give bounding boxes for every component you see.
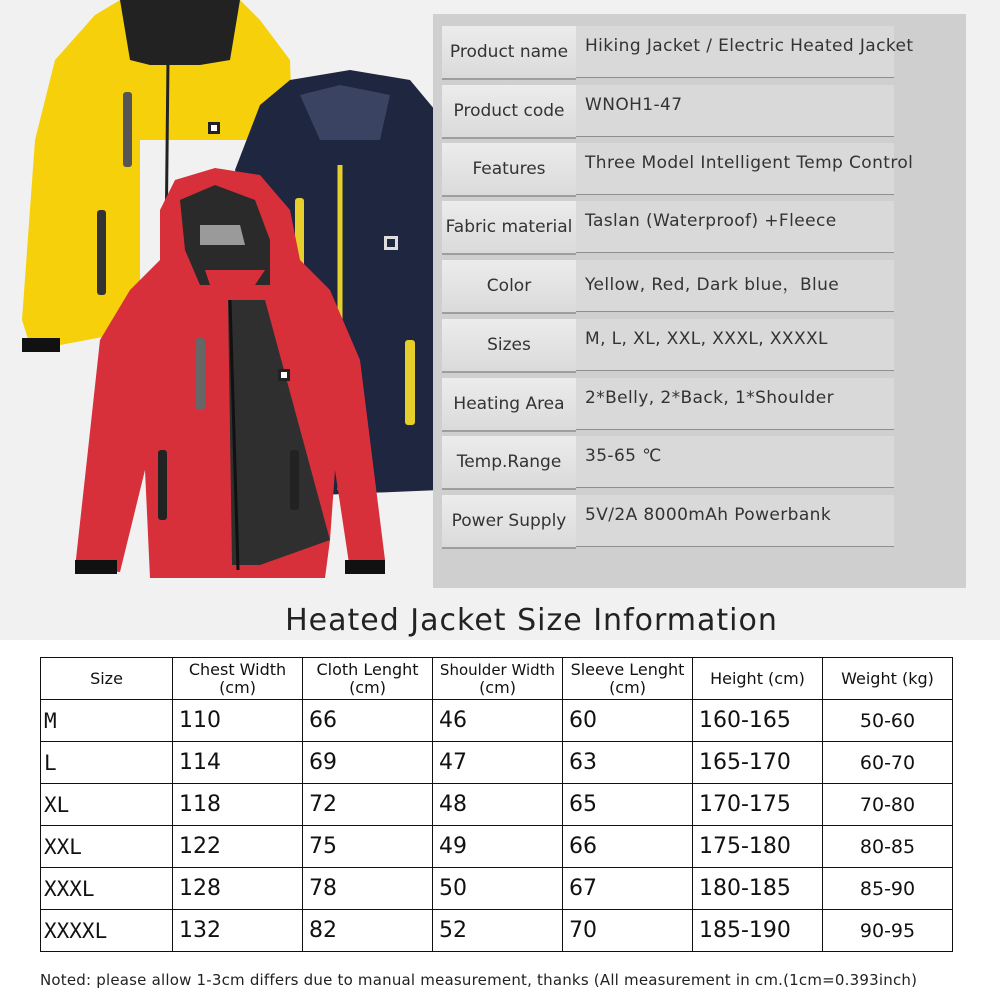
spec-value: Yellow, Red, Dark blue，Blue: [576, 260, 894, 312]
header-unit: (cm): [349, 677, 386, 697]
cell-size: XL: [41, 784, 173, 826]
cell-shoulder: 50: [433, 868, 563, 910]
header-size: [41, 658, 173, 700]
header-line: Cloth Lenght: [316, 659, 419, 679]
spec-key: Product code: [442, 85, 576, 139]
table-row: [41, 910, 953, 952]
header-unit: (cm): [479, 677, 516, 697]
cell-sleeve: 70: [563, 910, 693, 952]
cell-height: 165-170: [693, 742, 823, 784]
cell-size: XXXXL: [41, 910, 173, 952]
spec-key: Heating Area: [442, 378, 576, 432]
cell-height: 160-165: [693, 700, 823, 742]
spec-value: 2*Belly, 2*Back, 1*Shoulder: [576, 378, 894, 430]
table-header-row: [41, 658, 953, 700]
cell-cloth: 75: [303, 826, 433, 868]
table-title: Heated Jacket Size Information: [285, 603, 778, 638]
spec-value: 35-65 ℃: [576, 436, 894, 488]
spec-row: [442, 436, 894, 488]
spec-key: Temp.Range: [442, 436, 576, 490]
header-height: [693, 658, 823, 700]
cell-shoulder: 49: [433, 826, 563, 868]
header-unit: (cm): [219, 677, 256, 697]
spec-row: [442, 201, 894, 253]
cell-size: M: [41, 700, 173, 742]
spec-row: [442, 26, 914, 78]
cell-sleeve: 65: [563, 784, 693, 826]
spec-key: Product name: [442, 26, 576, 80]
cell-chest: 114: [173, 742, 303, 784]
cell-cloth: 82: [303, 910, 433, 952]
table-row: [41, 742, 953, 784]
spec-value: M, L, XL, XXL, XXXL, XXXXL: [576, 319, 894, 371]
cell-chest: 128: [173, 868, 303, 910]
cell-height: 185-190: [693, 910, 823, 952]
header-unit: (cm): [609, 677, 646, 697]
cell-shoulder: 47: [433, 742, 563, 784]
cell-size: L: [41, 742, 173, 784]
cell-cloth: 72: [303, 784, 433, 826]
spec-row: [442, 495, 894, 547]
cell-weight: 50-60: [823, 700, 953, 742]
header-line: Shoulder Width: [439, 660, 556, 679]
cell-chest: 118: [173, 784, 303, 826]
cell-chest: 132: [173, 910, 303, 952]
spec-row: [442, 378, 894, 430]
header-cloth-length: [303, 658, 433, 700]
cell-chest: 110: [173, 700, 303, 742]
cell-cloth: 66: [303, 700, 433, 742]
spec-key: Power Supply: [442, 495, 576, 549]
cell-cloth: 69: [303, 742, 433, 784]
cell-weight: 60-70: [823, 742, 953, 784]
spec-row: [442, 260, 894, 312]
spec-key: Sizes: [442, 319, 576, 373]
cell-height: 170-175: [693, 784, 823, 826]
cell-weight: 70-80: [823, 784, 953, 826]
cell-weight: 80-85: [823, 826, 953, 868]
header-weight: [823, 658, 953, 700]
header-line: Weight (kg): [841, 668, 934, 688]
table-row: [41, 826, 953, 868]
spec-value: 5V/2A 8000mAh Powerbank: [576, 495, 894, 547]
header-line: Sleeve Lenght: [570, 659, 685, 679]
header-line: Chest Width: [188, 659, 287, 679]
cell-weight: 85-90: [823, 868, 953, 910]
cell-sleeve: 66: [563, 826, 693, 868]
spec-key: Fabric material: [442, 201, 576, 255]
cell-height: 180-185: [693, 868, 823, 910]
table-row: [41, 868, 953, 910]
cell-sleeve: 60: [563, 700, 693, 742]
table-row: [41, 700, 953, 742]
spec-value: Hiking Jacket / Electric Heated Jacket: [576, 26, 894, 78]
measurement-note: Noted: please allow 1-3cm differs due to manual measurement, thanks (All measurement in cm.(1cm=0.393inch): [40, 971, 918, 989]
size-table: [40, 657, 953, 952]
spec-value: Taslan (Waterproof) +Fleece: [576, 201, 894, 253]
cell-sleeve: 67: [563, 868, 693, 910]
jackets-image: [0, 0, 440, 600]
spec-key: Features: [442, 143, 576, 197]
cell-shoulder: 48: [433, 784, 563, 826]
cell-shoulder: 46: [433, 700, 563, 742]
cell-weight: 90-95: [823, 910, 953, 952]
cell-size: XXXL: [41, 868, 173, 910]
cell-sleeve: 63: [563, 742, 693, 784]
header-sleeve-length: [563, 658, 693, 700]
spec-row: [442, 143, 914, 195]
header-chest-width: [173, 658, 303, 700]
cell-cloth: 78: [303, 868, 433, 910]
spec-row: [442, 319, 894, 371]
cell-chest: 122: [173, 826, 303, 868]
spec-row: [442, 85, 894, 137]
spec-key: Color: [442, 260, 576, 314]
cell-shoulder: 52: [433, 910, 563, 952]
cell-size: XXL: [41, 826, 173, 868]
spec-panel: [433, 14, 966, 588]
spec-value: WNOH1-47: [576, 85, 894, 137]
spec-value: Three Model Intelligent Temp Control: [576, 143, 894, 195]
header-line: Height (cm): [710, 668, 805, 688]
header-shoulder-width: [433, 658, 563, 700]
header-line: Size: [90, 668, 123, 688]
cell-height: 175-180: [693, 826, 823, 868]
table-row: [41, 784, 953, 826]
